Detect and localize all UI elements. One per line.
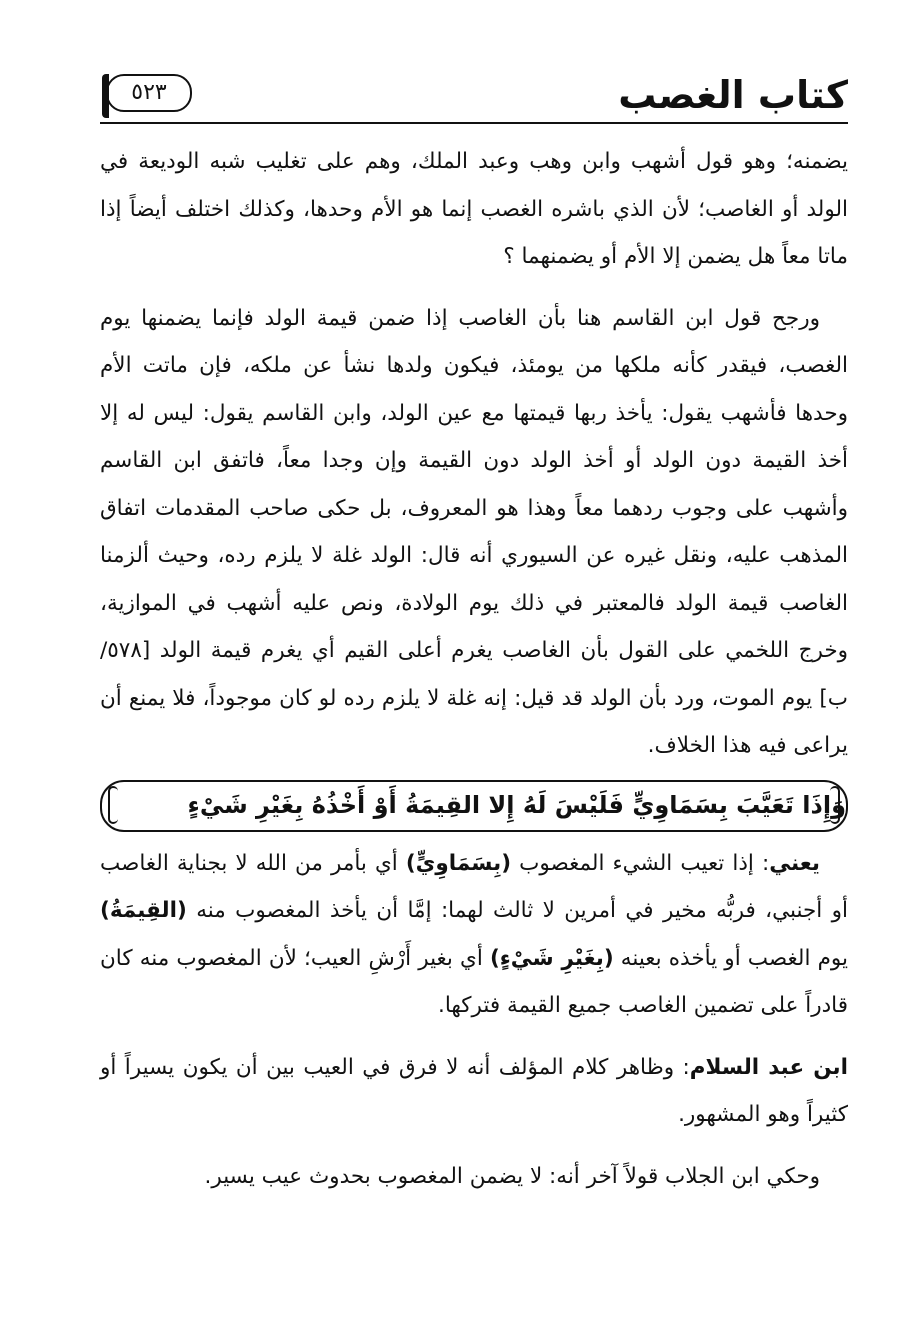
header-divider bbox=[100, 122, 848, 124]
page-header bbox=[100, 70, 848, 126]
page-body bbox=[100, 138, 848, 1200]
matn-text: وَإِذَا تَعَيَّبَ بِسَمَاوِيٍّ فَلَيْسَ لَهُ إِلا القِيمَةُ أَوْ أَخْذُهُ بِغَيْرِ شَيْءٍ bbox=[187, 790, 846, 819]
page-number: ٥٢٣ bbox=[106, 74, 192, 112]
book-title: كتاب الغصب bbox=[618, 73, 848, 117]
paragraph-1: يضمنه؛ وهو قول أشهب وابن وهب وعبد الملك، وهم على تغليب شبه الوديعة في الولد أو الغاصب؛ لأن الذي باشره الغصب إنما هو الأم وحدها، وكذلك اختلف أيضاً إذا ماتا معاً هل يضمن إلا الأم أو يضمنهما ؟ bbox=[100, 149, 848, 269]
commentary-label: يعني bbox=[769, 850, 820, 876]
quoted-term-samawi: (بِسَمَاوِيٍّ) bbox=[405, 850, 512, 876]
paragraph-4-text: : وظاهر كلام المؤلف أنه لا فرق في العيب بين أن يكون يسيراً أو كثيراً وهو المشهور. bbox=[100, 1054, 848, 1127]
paragraph-3-part-c: يوم الغصب أو يأخذه بعينه bbox=[613, 945, 848, 971]
paragraph-3-part-d: أي بغير أَرْشِ العيب؛ لأن المغصوب منه كان قادراً على تضمين الغاصب جميع القيمة فتركها. bbox=[100, 945, 848, 1018]
paragraph-3-part-b: أي بأمر من الله لا بجناية الغاصب أو أجنبي، فربُّه مخير في أمرين لا ثالث لهما: إمَّا أن يأخذ المغصوب منه bbox=[100, 850, 848, 923]
paragraph-2: ورجح قول ابن القاسم هنا بأن الغاصب إذا ضمن قيمة الولد فإنما يضمنها يوم الغصب، فيقدر كأنه ملكها من يومئذ، فيكون ولدها نشأ عن ملكه، فإن ماتت الأم وحدها فأشهب يقول: يأخذ ربها قيمتها مع عين الولد، وابن القاسم يقول: ليس له إلا أخذ القيمة دون الولد أو أخذ الولد دون القيمة وإن وجدا معاً، فاتفق ابن القاسم وأشهب على وجوب ردهما معاً وهذا هو المعروف، بل حكى صاحب المقدمات اتفاق المذهب عليه، ونقل غيره عن السيوري أنه قال: الولد غلة لا يلزم رده، وحيث ألزمنا الغاصب قيمة الولد فالمعتبر في ذلك يوم الولادة، ونص عليه أشهب في الموازية، وخرج اللخمي على القول بأن الغاصب يغرم أعلى القيم أي يغرم قيمة الولد [٥٧٨/ ب] يوم الموت، ورد بأن الولد قد قيل: إنه غلة لا يلزم رده لو كان موجوداً، فلا يمنع أن يراعى فيه هذا الخلاف. bbox=[100, 305, 848, 758]
matn-quote-box bbox=[100, 780, 848, 832]
scholar-name-label: ابن عبد السلام bbox=[689, 1054, 848, 1080]
paragraph-5: وحكي ابن الجلاب قولاً آخر أنه: لا يضمن المغصوب بحدوث عيب يسير. bbox=[204, 1163, 820, 1189]
quoted-term-qima: (القِيمَةُ) bbox=[100, 898, 187, 923]
paragraph-3-part-a: : إذا تعيب الشيء المغصوب bbox=[511, 850, 770, 876]
paragraph-4 bbox=[100, 1044, 848, 1139]
quoted-term-bighayr: (بِغَيْرِ شَيْءٍ) bbox=[489, 945, 614, 971]
paragraph-3 bbox=[100, 840, 848, 1030]
